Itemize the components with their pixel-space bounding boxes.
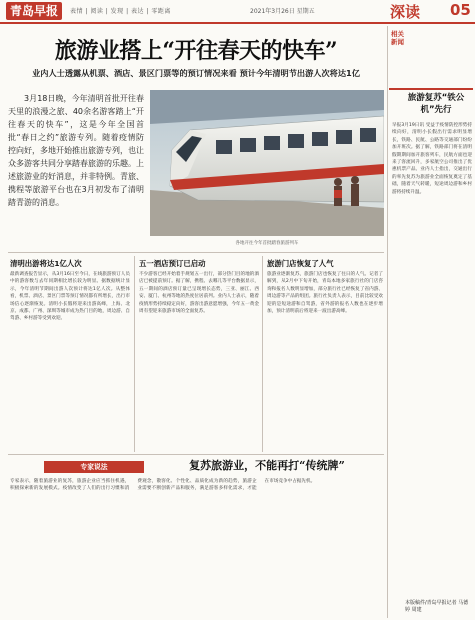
issue-date: 2021年3月26日 星期五: [250, 8, 315, 15]
sidebar-title: 旅游复苏“铁公机”先行: [407, 93, 465, 115]
section-divider: [8, 454, 384, 455]
sidebar-tag: 相关新闻: [391, 30, 404, 46]
lead-paragraph: 3月18日晚，今年清明首批开往春天里的浪漫之旅、40余名游客踏上“开往春天的快车”，这是今年全国首批“春日之约”旅游专列。随着疫情防控向好，多地开始推出旅游专列，也让众多游客共同分享踏春旅游的乐趣。上述旅游业的好消息，并非特例。青旅、携程等旅游平台也在3月初发布了清明踏青游的消息。: [8, 94, 144, 207]
column-body-1: 最新调查报告显示，从3月16日至今日，在线旅游预订人员中的游客数与去年同期相比增长较为明显。据数据统计显示，今年清明节期间出游人次预计将达1亿人次。从整体看，机票、酒店、景区门票等预订情况都有所增长，出行市场信心逐渐恢复。清明小长假将迎来出游高峰，上海、北京、成都、广州、深圳等城市成为热门目的地，周边游、自驾游、乡村游等受到欢迎。: [10, 272, 130, 322]
column-heading-1: 清明出游将达1亿人次: [10, 259, 82, 268]
page-headline: 旅游业搭上“开往春天的快车”: [54, 38, 338, 64]
train-illustration: [150, 90, 384, 236]
sidebar-divider: [387, 26, 388, 618]
train-photo: [150, 90, 384, 236]
commentary-heading: 复苏旅游业，不能再打“传统牌”: [189, 459, 345, 472]
sidebar-rule: [389, 88, 473, 90]
commentary-tag: 专家说法: [44, 461, 144, 473]
column-body-3: 旅游业逐渐复苏，旅游门店也恢复了往日的人气。记者了解到，从2月中下旬开始，青岛本地多家旅行社的门店咨询和报名人数明显增加，部分旅行社已经恢复了省内游、周边游等产品的组团。旅行社负责人表示，目前比较受欢迎的是短途游和自驾游，省外游的报名人数也在逐步增加，预计清明前后将迎来一波出游高峰。: [267, 272, 383, 315]
masthead-slogan: 表情 | 阅读 | 发现 | 表达 | 零距离: [70, 8, 171, 15]
column-body-2: 不少游客已经开始着手规划五一出行，部分热门目的地的酒店已被提前预订。据了解，携程、去哪儿等平台数据显示，五一期间的酒店预订量已呈现增长态势，三亚、丽江、西安、厦门、杭州等地的热度位居前列。业内人士表示，随着疫情形势持续稳定向好，游客出游意愿增强，今年五一黄金周有望迎来旅游市场的全面复苏。: [139, 272, 259, 315]
column-heading-3: 旅游门店恢复了人气: [267, 259, 334, 268]
column-heading-2: 五一酒店预订已启动: [139, 259, 206, 268]
newspaper-logo: 青岛早报: [6, 2, 62, 20]
commentary-body: 专家表示，随着旅游业的复苏，旅游企业应当抓住机遇，积极探索新的发展模式。疫情改变了人们的出行习惯和消费观念，散客化、个性化、品质化成为新的趋势，旅游企业需要不断创新产品和服务，满足游客多样化需求，才能在市场竞争中占据先机。: [10, 479, 316, 492]
page-number: 05: [450, 1, 471, 19]
photo-caption: 各地开往今年首批踏春旅游列车: [235, 241, 299, 246]
section-divider: [8, 252, 384, 253]
column-divider: [134, 256, 135, 452]
sidebar-byline: 本版稿件/青岛早报记者 马德婷 周建: [405, 600, 469, 613]
section-name: 深读: [390, 3, 421, 21]
page-subheadline: 业内人士透露从机票、酒店、景区门票等的预订情况来看 预计今年清明节出游人次将达1亿: [32, 68, 360, 78]
sidebar-body: 早报3月19日讯 受益于疫情防控形势持续向好，清明小长假出行需求明显增长，铁路、民航、公路等交通部门纷纷加开班次。据了解，铁路部门将在清明假期期间加开旅客列车，民航方面也迎来了客流回升，多家航空公司推出了优惠机票产品。业内人士指出，交通出行的率先复苏为旅游业全面恢复奠定了基础，随着天气转暖，短途周边游和乡村游将持续升温。: [392, 123, 472, 195]
column-divider: [262, 256, 263, 452]
